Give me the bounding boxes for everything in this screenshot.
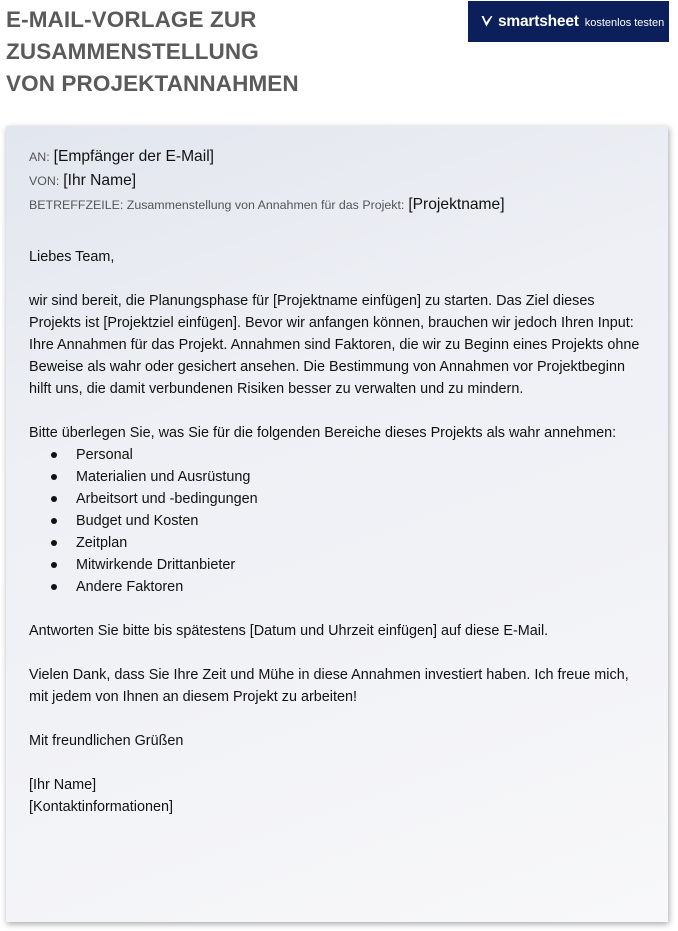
- title-line-1: E-MAIL-VORLAGE ZUR: [6, 7, 257, 32]
- title-line-3: VON PROJEKTANNAHMEN: [6, 71, 299, 96]
- logo-cta-text: kostenlos testen: [584, 16, 665, 29]
- title-line-2: ZUSAMMENSTELLUNG: [6, 39, 259, 64]
- to-label: AN:: [29, 150, 50, 164]
- list-item: Personal: [29, 444, 648, 466]
- subject-line: [29, 196, 648, 220]
- page-title: [6, 4, 299, 100]
- greeting: Liebes Team,: [29, 249, 115, 265]
- reply-request: Antworten Sie bitte bis spätestens [Datum und Uhrzeit einfügen] auf diese E-Mail.: [29, 623, 549, 639]
- signature-name: [Ihr Name]: [29, 777, 97, 793]
- subject-value: [Projektname]: [408, 196, 505, 213]
- smartsheet-check-icon: [480, 15, 493, 28]
- signature-contact: [Kontaktinformationen]: [29, 799, 173, 815]
- intro-paragraph: wir sind bereit, die Planungsphase für [Projektname einfügen] zu starten. Das Ziel dieses Projekts ist [Projektziel einfügen]. Bevor wir anfangen können, brauchen wir jedoch Ihren Input: Ihre Annahmen für das Projekt. Annahmen sind Faktoren, die wir zu Beginn eines Projekts ohne Beweise als wahr oder gesichert ansehen. Die Bestimmung von Annahmen vor Projektbeginn hilft uns, die damit verbundenen Risiken besser zu verwalten und zu mindern.: [29, 293, 640, 397]
- list-item: Zeitplan: [29, 532, 648, 554]
- list-intro: Bitte überlegen Sie, was Sie für die folgenden Bereiche dieses Projekts als wahr annehmen:: [29, 425, 617, 441]
- list-item: Budget und Kosten: [29, 510, 648, 532]
- smartsheet-logo-button[interactable]: [468, 1, 669, 42]
- list-item: Materialien und Ausrüstung: [29, 466, 648, 488]
- logo-brand-text: smartsheet: [498, 12, 579, 30]
- to-line: [29, 148, 648, 172]
- from-line: [29, 172, 648, 196]
- list-item: Arbeitsort und -bedingungen: [29, 488, 648, 510]
- email-template-card: [6, 126, 668, 922]
- email-body: [29, 148, 648, 818]
- list-item: Andere Faktoren: [29, 576, 648, 598]
- closing: Mit freundlichen Grüßen: [29, 733, 184, 749]
- thanks-paragraph: Vielen Dank, dass Sie Ihre Zeit und Mühe in diese Annahmen investiert haben. Ich freue mich, mit jedem von Ihnen an diesem Projekt zu arbeiten!: [29, 667, 629, 705]
- subject-label: BETREFFZEILE: Zusammenstellung von Annahmen für das Projekt:: [29, 198, 405, 212]
- assumption-areas-list: [29, 444, 648, 598]
- from-value: [Ihr Name]: [63, 172, 137, 189]
- to-value: [Empfänger der E-Mail]: [53, 148, 214, 165]
- from-label: VON:: [29, 174, 60, 188]
- list-item: Mitwirkende Drittanbieter: [29, 554, 648, 576]
